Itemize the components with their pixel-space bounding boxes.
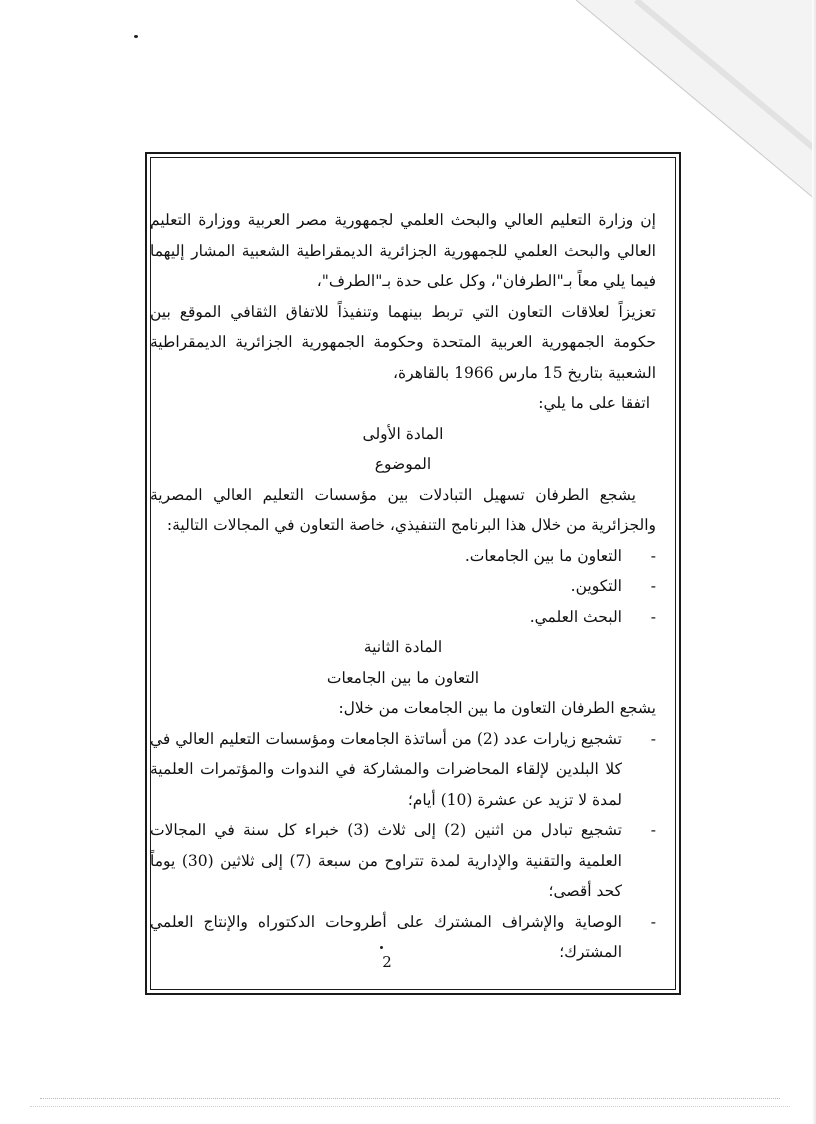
list-item: - البحث العلمي. <box>150 602 656 633</box>
article-1-subtitle: الموضوع <box>374 455 432 473</box>
list-item: - تشجيع زيارات عدد (2) من أساتذة الجامعات ومؤسسات التعليم العالي في كلا البلدين لإلقاء المحاضرات والمشاركة في الندوات والمؤتمرات العلمية لمدة لا تزيد عن عشرة (10) أيام؛ <box>150 724 656 816</box>
list-item: - الوصاية والإشراف المشترك على أطروحات الدكتوراه والإنتاج العلمي المشترك؛ <box>150 907 656 968</box>
article-1-list <box>150 541 656 633</box>
scan-artifact-line <box>30 1106 790 1107</box>
page-right-edge-shadow <box>812 0 816 1124</box>
scan-speck <box>134 35 138 38</box>
intro-paragraph: إن وزارة التعليم العالي والبحث العلمي لجمهورية مصر العربية ووزارة التعليم العالي والبحث العلمي للجمهورية الجزائرية الديمقراطية الشعبية المشار إليهما فيما يلي معاً بـ"الطرفان"، وكل على حدة بـ"الطرف"، <box>150 211 656 290</box>
article-2-title: المادة الثانية <box>363 638 443 656</box>
intro-paragraph-2: تعزيزاً لعلاقات التعاون التي تربط بينهما وتنفيذاً للاتفاق الثقافي الموقع بين حكومة الجمهورية العربية المتحدة وحكومة الجمهورية الجزائرية الديمقراطية الشعبية بتاريخ 15 مارس 1966 بالقاهرة، <box>150 302 656 382</box>
article-2-subtitle: التعاون ما بين الجامعات <box>326 668 480 687</box>
article-1-title: المادة الأولى <box>362 424 444 443</box>
agreement-line: اتفقا على ما يلي: <box>538 394 650 412</box>
article-2-body: يشجع الطرفان التعاون ما بين الجامعات من خلال: <box>338 699 656 717</box>
document-body <box>150 205 656 968</box>
article-2-list <box>150 724 656 968</box>
list-item: - تشجيع تبادل من اثنين (2) إلى ثلاث (3) خبراء كل سنة في المجالات العلمية والتقنية والإدارية لمدة تتراوح من سبعة (7) إلى ثلاثين (30) يوماً كحد أقصى؛ <box>150 815 656 907</box>
list-item: - التعاون ما بين الجامعات. <box>150 541 656 572</box>
scan-artifact-line <box>40 1098 780 1099</box>
page-number: 2 <box>382 953 392 971</box>
article-1-body: يشجع الطرفان تسهيل التبادلات بين مؤسسات التعليم العالي المصرية والجزائرية من خلال هذا البرنامج التنفيذي، خاصة التعاون في المجالات التالية: <box>150 485 656 534</box>
list-item: - التكوين. <box>150 571 656 602</box>
